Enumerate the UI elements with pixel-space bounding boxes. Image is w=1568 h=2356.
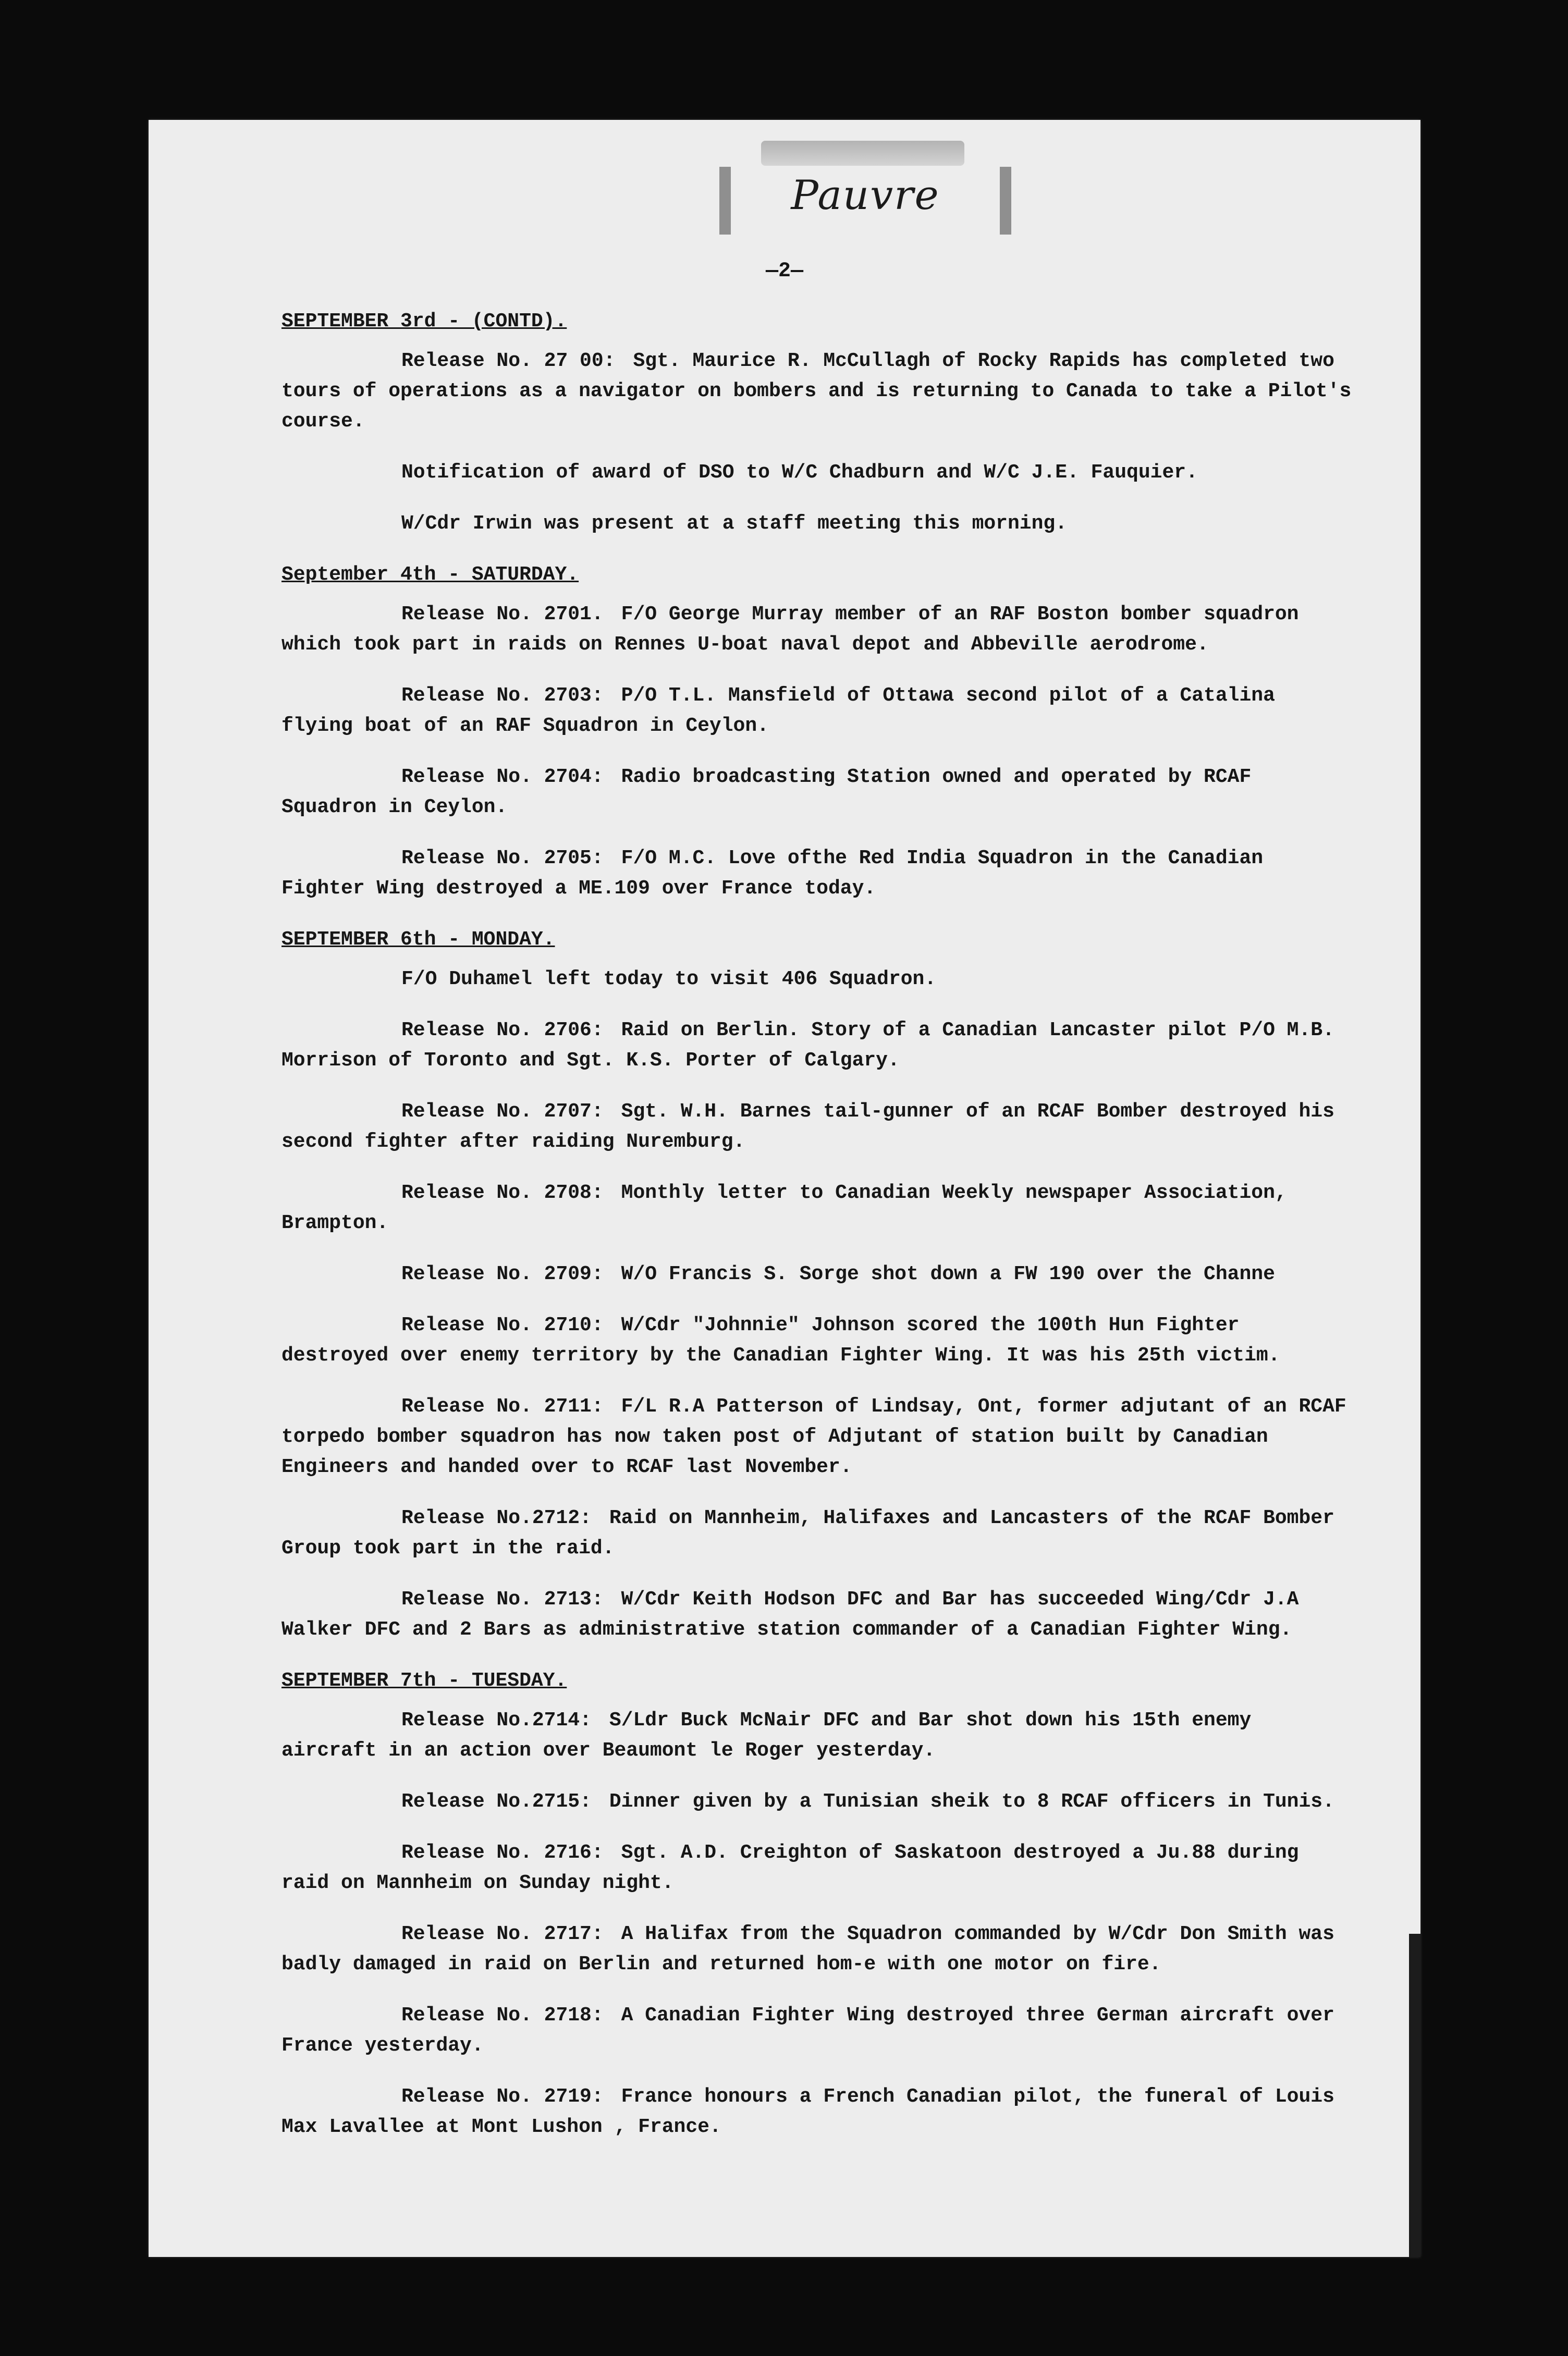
- release-number: Release No. 2711:: [401, 1395, 604, 1418]
- release-number: Release No. 2707:: [401, 1100, 604, 1123]
- release-text: W/O Francis S. Sorge shot down a FW 190 over the Channe: [621, 1263, 1275, 1285]
- release-paragraph: [281, 1705, 1358, 1766]
- release-text: Notification of award of DSO to W/C Chadburn and W/C J.E. Fauquier.: [401, 461, 1198, 484]
- release-entry: [281, 458, 1358, 488]
- page-number: —2—: [765, 260, 803, 283]
- release-text: Monthly letter to Canadian Weekly newspaper Association, Brampton.: [281, 1182, 1287, 1234]
- release-entry: [281, 1015, 1358, 1076]
- handwritten-note: Pauvre: [791, 172, 940, 219]
- section-heading: SEPTEMBER 3rd - (CONTD).: [281, 310, 567, 333]
- release-text: Dinner given by a Tunisian sheik to 8 RCAF officers in Tunis.: [609, 1790, 1334, 1813]
- release-entry: [281, 1919, 1358, 1980]
- release-entry: [281, 1787, 1358, 1817]
- release-paragraph: [281, 346, 1358, 437]
- release-entry: [281, 2082, 1358, 2142]
- document-page: [149, 120, 1420, 2257]
- release-text: A Canadian Fighter Wing destroyed three German aircraft over France yesterday.: [281, 2004, 1334, 2057]
- release-paragraph: [281, 1919, 1358, 1980]
- release-entry: [281, 964, 1358, 995]
- release-text: S/Ldr Buck McNair DFC and Bar shot down his 15th enemy aircraft in an action over Beaumont le Roger yesterday.: [281, 1709, 1252, 1762]
- release-paragraph: [281, 964, 1358, 995]
- section-heading: SEPTEMBER 6th - MONDAY.: [281, 928, 555, 951]
- release-entry: [281, 1705, 1358, 1766]
- release-entry: [281, 1585, 1358, 1645]
- release-paragraph: [281, 1838, 1358, 1898]
- release-paragraph: [281, 1015, 1358, 1076]
- release-paragraph: [281, 1178, 1358, 1238]
- section-heading: SEPTEMBER 7th - TUESDAY.: [281, 1670, 567, 1692]
- release-paragraph: [281, 2001, 1358, 2061]
- release-entry: [281, 1259, 1358, 1290]
- release-paragraph: [281, 762, 1358, 823]
- release-number: Release No.2715:: [401, 1790, 592, 1813]
- release-entry: [281, 1503, 1358, 1564]
- release-number: Release No. 2716:: [401, 1842, 604, 1864]
- document-body: [281, 292, 1358, 2163]
- release-paragraph: [281, 843, 1358, 904]
- release-entry: [281, 1178, 1358, 1238]
- release-paragraph: [281, 2082, 1358, 2142]
- release-number: Release No. 2710:: [401, 1314, 604, 1336]
- release-entry: [281, 681, 1358, 741]
- release-text: Radio broadcasting Station owned and operated by RCAF Squadron in Ceylon.: [281, 766, 1252, 818]
- release-text: Raid on Mannheim, Halifaxes and Lancasters of the RCAF Bomber Group took part in the raid.: [281, 1507, 1334, 1560]
- release-paragraph: [281, 1585, 1358, 1645]
- release-number: Release No. 2713:: [401, 1588, 604, 1611]
- release-paragraph: [281, 1259, 1358, 1290]
- release-text: Sgt. W.H. Barnes tail-gunner of an RCAF Bomber destroyed his second fighter after raiding Nuremburg.: [281, 1100, 1334, 1153]
- release-text: W/Cdr Irwin was present at a staff meeting this morning.: [401, 512, 1068, 535]
- release-number: Release No. 2703:: [401, 684, 604, 707]
- release-paragraph: [281, 1503, 1358, 1564]
- release-number: Release No. 2717:: [401, 1923, 604, 1945]
- release-number: Release No.2712:: [401, 1507, 592, 1529]
- release-number: Release No. 2706:: [401, 1019, 604, 1041]
- handwritten-annotation-box: [719, 167, 1011, 235]
- release-paragraph: [281, 1097, 1358, 1157]
- release-text: F/L R.A Patterson of Lindsay, Ont, former adjutant of an RCAF torpedo bomber squadron has now taken post of Adjutant of station built by Canadian Engineers and handed over to RCAF last November.: [281, 1395, 1346, 1478]
- release-paragraph: [281, 1787, 1358, 1817]
- release-paragraph: [281, 458, 1358, 488]
- release-paragraph: [281, 681, 1358, 741]
- release-text: P/O T.L. Mansfield of Ottawa second pilot of a Catalina flying boat of an RAF Squadron in Ceylon.: [281, 684, 1275, 737]
- release-entry: [281, 1097, 1358, 1157]
- release-text: F/O M.C. Love ofthe Red India Squadron in the Canadian Fighter Wing destroyed a ME.109 over France today.: [281, 847, 1264, 900]
- release-paragraph: [281, 1392, 1358, 1482]
- release-entry: [281, 509, 1358, 539]
- release-number: Release No. 2701.: [401, 603, 604, 625]
- release-entry: [281, 1392, 1358, 1482]
- release-number: Release No. 2708:: [401, 1182, 604, 1204]
- release-entry: [281, 1838, 1358, 1898]
- release-text: F/O Duhamel left today to visit 406 Squadron.: [401, 968, 937, 990]
- release-number: Release No. 27 00:: [401, 350, 616, 372]
- release-entry: [281, 346, 1358, 437]
- page-edge-shadow: [1409, 1934, 1420, 2257]
- release-text: W/Cdr Keith Hodson DFC and Bar has succeeded Wing/Cdr J.A Walker DFC and 2 Bars as administrative station commander of a Canadian Fighter Wing.: [281, 1588, 1299, 1641]
- paper-clip-shadow: [761, 141, 964, 166]
- release-text: F/O George Murray member of an RAF Boston bomber squadron which took part in raids on Rennes U-boat naval depot and Abbeville aerodrome.: [281, 603, 1299, 656]
- release-number: Release No. 2719:: [401, 2085, 604, 2108]
- release-paragraph: [281, 1310, 1358, 1371]
- release-text: Sgt. Maurice R. McCullagh of Rocky Rapids has completed two tours of operations as a navigator on bombers and is returning to Canada to take a Pilot's course.: [281, 350, 1352, 433]
- release-text: A Halifax from the Squadron commanded by W/Cdr Don Smith was badly damaged in raid on Berlin and returned hom-e with one motor on fire.: [281, 1923, 1334, 1975]
- release-text: Sgt. A.D. Creighton of Saskatoon destroyed a Ju.88 during raid on Mannheim on Sunday night.: [281, 1842, 1299, 1894]
- release-entry: [281, 762, 1358, 823]
- release-entry: [281, 1310, 1358, 1371]
- release-entry: [281, 2001, 1358, 2061]
- release-entry: [281, 599, 1358, 660]
- release-text: France honours a French Canadian pilot, the funeral of Louis Max Lavallee at Mont Lushon , France.: [281, 2085, 1334, 2138]
- release-number: Release No. 2704:: [401, 766, 604, 788]
- release-number: Release No.2714:: [401, 1709, 592, 1732]
- release-text: Raid on Berlin. Story of a Canadian Lancaster pilot P/O M.B. Morrison of Toronto and Sgt. K.S. Porter of Calgary.: [281, 1019, 1334, 1072]
- section-heading: September 4th - SATURDAY.: [281, 563, 579, 586]
- release-entry: [281, 843, 1358, 904]
- release-number: Release No. 2705:: [401, 847, 604, 869]
- release-paragraph: [281, 509, 1358, 539]
- release-paragraph: [281, 599, 1358, 660]
- release-number: Release No. 2709:: [401, 1263, 604, 1285]
- release-number: Release No. 2718:: [401, 2004, 604, 2027]
- release-text: W/Cdr "Johnnie" Johnson scored the 100th Hun Fighter destroyed over enemy territory by the Canadian Fighter Wing. It was his 25th victim.: [281, 1314, 1280, 1367]
